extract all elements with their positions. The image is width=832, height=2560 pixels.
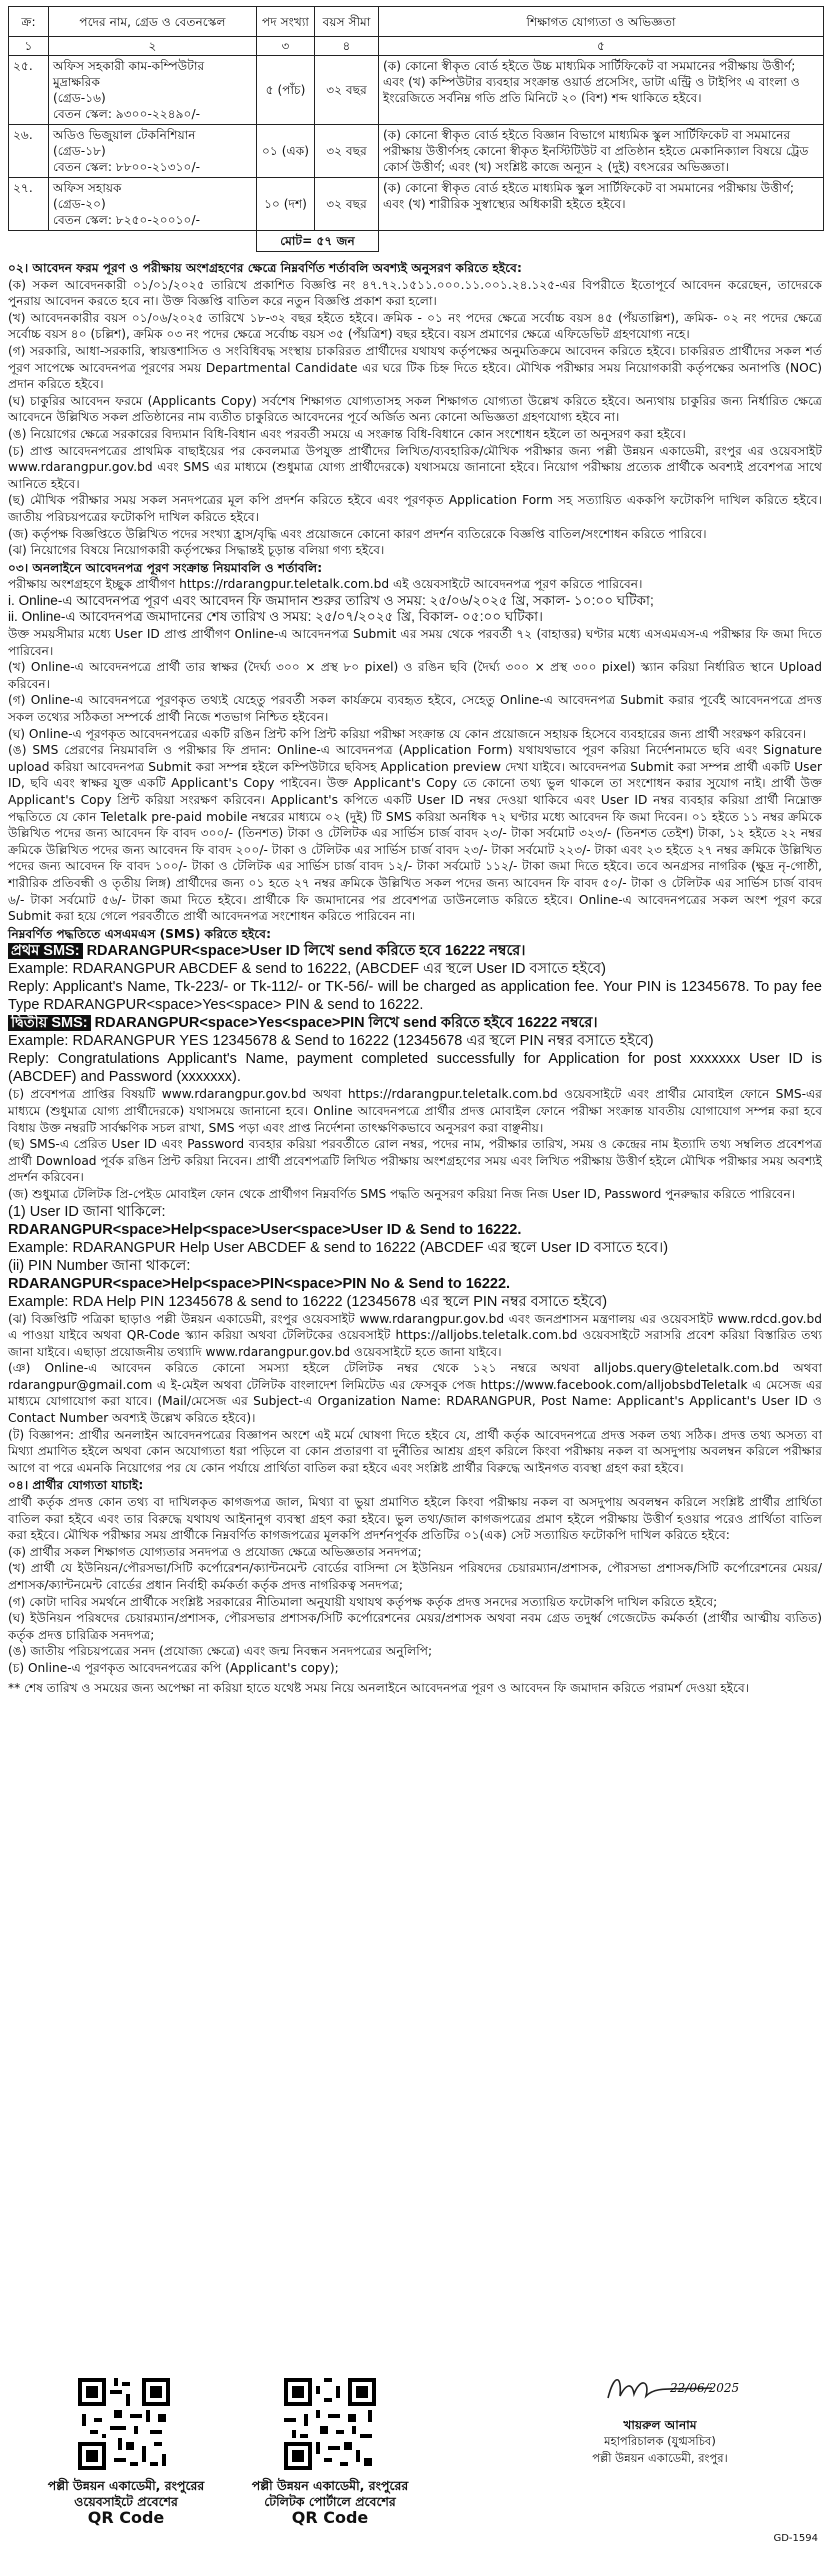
- serial-cell: ২৫.: [9, 56, 49, 125]
- sms-first-tag: প্রথম SMS:: [8, 943, 83, 959]
- sms-first-reply: Reply: Applicant's Name, Tk-223/- or Tk-112/- or TK-56/- will be charged as application fee. Your PIN is 12345678. To pay fee Type RDARANGPUR<space>Yes<space> PIN & send to 16222.: [8, 979, 822, 1014]
- clause-ga-2: (গ) Online-এ আবেদনপত্রে পূরণকৃত তথ্যই যেহেতু পরবর্তী সকল কার্যক্রমে ব্যবহৃত হইবে, সেহেতু Online-এ আবেদনপত্র Submit করার পূর্বেই আবেদনপত্রে প্রদত্ত সকল তথ্যের সঠিকতা সম্পর্কে প্রার্থী নিজে শতভাগ নিশ্চিত হইবেন।: [8, 693, 822, 725]
- post-name: অফিস সহায়ক: [53, 181, 122, 195]
- section-03-heading: ০৩। অনলাইনে আবেদনপত্র পূরণ সংক্রান্ত নিয়মাবলি ও শর্তাবলি:: [8, 560, 323, 575]
- qualification-cell: (ক) কোনো স্বীকৃত বোর্ড হইতে বিজ্ঞান বিভাগে মাধ্যমিক স্কুল সার্টিফিকেট বা সমমানের পরীক্ষায় উত্তীর্ণসহ কোনো স্বীকৃত ইনস্টিটিউট বা প্রতিষ্ঠান হইতে মেকানিক্যাল বিষয়ে ট্রেড কোর্স উত্তীর্ণ; এবং (খ) সংশ্লিষ্ট কাজে অন্যূন ২ (দুই) বৎসরের অভিজ্ঞতা।: [379, 125, 824, 178]
- doc-kha: (খ) প্রার্থী যে ইউনিয়ন/পৌরসভা/সিটি কর্পোরেশন/ক্যান্টনমেন্ট বোর্ডের বাসিন্দা সে ইউনিয়ন পরিষদের চেয়ারম্যান/প্রশাসক, পৌরসভা প্রশাসক/সিটি কর্পোরেশনের মেয়র/প্রশাসক/ক্যান্টনমেন্ট বোর্ডের প্রধান নির্বাহী কর্মকর্তা কর্তৃক প্রদত্ত নাগরিকত্ব সনদপত্র;: [8, 1561, 822, 1592]
- clause-ka: (ক) সকল আবেদনকারী ০১/০১/২০২৫ তারিখে প্রকাশিত বিজ্ঞপ্তি নং ৪৭.৭২.১৫১১.০০০.১১.০০১.২৪.১২৫-এর বিপরীতে ইতোপূর্বে আবেদন করেছেন, তাদেরকে পুনরায় আবেদন করতে হবে না। উক্ত বিজ্ঞপ্তি বাতিল করে নতুন বিজ্ঞপ্তি প্রকাশ করা হলো।: [8, 277, 822, 309]
- sms-heading: নিম্নবর্ণিত পদ্ধতিতে এসএমএস (SMS) করিতে হইবে:: [8, 926, 271, 941]
- sms-second-reply: Reply: Congratulations Applicant's Name, payment completed successfully for Application for post xxxxxxx User ID is (ABCDEF) and Password (xxxxxxx).: [8, 1051, 822, 1086]
- fee-window: উক্ত সময়সীমার মধ্যে User ID প্রাপ্ত প্রার্থীগণ Online-এ আবেদনপত্র Submit এর সময় থেকে পরবর্তী ৭২ (বাহাত্তর) ঘণ্টার মধ্যে এসএমএস-এ পরীক্ষার ফি জমা দিতে পারিবেন।: [8, 627, 822, 658]
- notice-body: [8, 260, 824, 1696]
- clause-ca: (চ) প্রাপ্ত আবেদনপত্রের প্রাথমিক বাছাইয়ের পর কেবলমাত্র উপযুক্ত প্রার্থীদের লিখিত/ব্যবহারিক/মৌখিক পরীক্ষার জন্য পল্লী উন্নয়ন একাডেমী, রংপুর এর ওয়েবসাইট www.rdarangpur.gov.bd এবং SMS এর মাধ্যমে (শুধুমাত্র যোগ্য প্রার্থীদেরকে) যথাসময়ে জানানো হইবে। নিয়োগ পরীক্ষায় প্রত্যেক প্রার্থীকে অবশ্যই প্রবেশপত্র সাথে আনিতে হইবে।: [8, 443, 822, 491]
- col-header: পদের নাম, গ্রেড ও বেতনস্কেল: [49, 7, 257, 37]
- clause-cha-3: (ছ) SMS-এ প্রেরিত User ID এবং Password ব্যবহার করিয়া পরবর্তীতে রোল নম্বর, পদের নাম, পরীক্ষার তারিখ, সময় ও কেন্দ্রের নাম ইত্যাদি তথ্য সম্বলিত প্রবেশপত্র প্রার্থী Download পূর্বক রঙিন প্রিন্ট করিয়া নিবেন। প্রার্থী প্রবেশপত্রটি লিখিত পরীক্ষায় অংশগ্রহণের সময় এবং লিখিত পরীক্ষায় উত্তীর্ণ হইলে মৌখিক পরীক্ষার সময় অবশ্যই প্রদর্শন করিবেন।: [8, 1137, 822, 1185]
- post-grade: (গ্রেড-২০): [53, 197, 106, 211]
- col-number: ১: [9, 37, 49, 56]
- col-number: ৩: [257, 37, 315, 56]
- qualification-cell: (ক) কোনো স্বীকৃত বোর্ড হইতে উচ্চ মাধ্যমিক সার্টিফিকেট বা সমমানের পরীক্ষায় উত্তীর্ণ; এবং (খ) কম্পিউটার ব্যবহার সংক্রান্ত ওয়ার্ড প্রসেসিং, ডাটা এন্ট্রি ও টাইপিং এ বাংলা ও ইংরেজিতে সর্বনিম্ন গতি প্রতি মিনিটে ২০ (বিশ) শব্দ থাকিতে হইবে।: [379, 56, 824, 125]
- serial-cell: ২৭.: [9, 178, 49, 231]
- online-intro: পরীক্ষায় অংশগ্রহণে ইচ্ছুক প্রার্থীগণ https://rdarangpur.teletalk.com.bd এই ওয়েবসাইটে আবেদনপত্র পূরণ করিতে পারিবেন।: [8, 577, 643, 592]
- col-header: ক্র:: [9, 7, 49, 37]
- signatory-title: মহাপরিচালক (যুগ্মসচিব): [604, 2434, 716, 2449]
- post-name: অডিও ভিজুয়াল টেকনিশিয়ান: [53, 128, 196, 142]
- lost-pin-command: RDARANGPUR<space>Help<space>PIN<space>PIN No & Send to 16222.: [8, 1275, 511, 1292]
- clause-uma: (ঙ) নিয়োগের ক্ষেত্রে সরকারের বিদ্যমান বিধি-বিধান এবং পরবর্তী সময়ে এ সংক্রান্ত বিধি-বিধানে কোন সংশোধন হইলে তা অনুসরণ করা হইবে।: [8, 426, 686, 441]
- post-pay: বেতন স্কেল: ৯৩০০-২২৪৯০/-: [53, 107, 200, 121]
- col-header: শিক্ষাগত যোগ্যতা ও অভিজ্ঞতা: [379, 7, 824, 37]
- clause-uma-2: (ঙ) SMS প্রেরণের নিয়মাবলি ও পরীক্ষার ফি প্রদান: Online-এ আবেদনপত্র (Application Form) যথাযথভাবে পূরণ করিয়া নির্দেশনামতে ছবি এবং Signature upload করিয়া আবেদনপত্র Submit করা সম্পন্ন হইলে কম্পিউটারে ছবিসহ Application preview দেখা যাইবে। আবেদনপত্র Submit করা সম্পন্ন প্রার্থী একটি User ID, ছবি এবং স্বাক্ষর যুক্ত একটি Applicant's Copy পাইবেন। উক্ত Applicant's Copy তে কোনো তথ্য ভুল থাকলে তা সংশোধন করার সুযোগ নাই। প্রার্থী উক্ত Applicant's Copy প্রিন্ট করিয়া সংরক্ষণ করিবেন। Applicant's কপিতে একটি User ID নম্বর দেওয়া থাকিবে এবং User ID নম্বর ব্যবহার করিয়া প্রার্থী নিম্নোক্ত পদ্ধতিতে যে কোন Teletalk pre-paid mobile নম্বরের মাধ্যমে ০২ (দুই) টি SMS করিয়া অনধিক ৭২ ঘণ্টার মধ্যে আবেদন ফি জমা দিবেন। ০১ হইতে ১১ নম্বর ক্রমিকে উল্লিখিত পদের জন্য আবেদন ফি বাবদ ৩০০/- (তিনশত) টাকা ও টেলিটক এর সার্ভিস চার্জ বাবদ ২৩/- টাকা সর্বমোট ৩২৩/- (তিনশত তেইশ) টাকা, ১২ হইতে ২২ নম্বর ক্রমিকে উল্লিখিত পদের জন্য আবেদন ফি বাবদ ২০০/- টাকা ও টেলিটক এর সার্ভিস চার্জ বাবদ ২৩/- টাকা সর্বমোট ২২৩/- টাকা এবং ২৩ হইতে ২৭ নম্বর ক্রমিকে উল্লিখিত পদের জন্য আবেদন ফি বাবদ ১০০/- টাকা ও টেলিটক এর সার্ভিস চার্জ বাবদ ১২/- টাকা সর্বমোট ১১২/- টাকা জমা দিতে হইবে। তবে অনগ্রসর নাগরিক (ক্ষুদ্র নৃ-গোষ্ঠী, শারীরিক প্রতিবন্ধী ও তৃতীয় লিঙ্গ) প্রার্থীদের জন্য ০১ হতে ২৭ নম্বর ক্রমিকে উল্লিখিত সকল পদের জন্য আবেদন ফি বাবদ ৫০/- টাকা ও টেলিটক এর সার্ভিস চার্জ বাবদ ৬/- টাকা সর্বমোট ৫৬/- টাকা জমা দিতে হইবে। প্রার্থীকে ফি জমাদানের পর প্রবেশপত্র ডাউনলোড করিতে হইবে। Online-এ আবেদনপত্রের সকল অংশ পূরণ করে Submit করা হয়ে গেলে পরবর্তীতে প্রার্থী আবেদনপত্র সংশোধন করিতে পারিবেন না।: [8, 743, 822, 924]
- section-02-heading: ০২। আবেদন ফরম পূরণ ও পরীক্ষায় অংশগ্রহণের ক্ষেত্রে নিম্নবর্ণিত শর্তাবলি অবশ্যই অনুসরণ করিতে হইবে:: [8, 261, 522, 275]
- clause-ja-2: (জ) শুধুমাত্র টেলিটক প্রি-পেইড মোবাইল ফোন থেকে প্রার্থীগণ নিম্নবর্ণিত SMS পদ্ধতি অনুসরণ করিয়া নিজ নিজ User ID, Password পুনরুদ্ধার করিতে পারিবেন।: [8, 1186, 796, 1201]
- clause-ta: (ট) বিজ্ঞাপন: প্রার্থীর অনলাইন আবেদনপত্রের বিজ্ঞাপন অংশে এই মর্মে ঘোষণা দিতে হইবে যে, প্রার্থী কর্তৃক আবেদনপত্রে প্রদত্ত সকল তথ্য সঠিক। প্রদত্ত তথ্য অসত্য বা মিথ্যা প্রমাণিত হইলে অথবা কোন অযোগ্যতা ধরা পড়িলে বা কোন প্রতারণা বা দুর্নীতির আশ্রয় গ্রহণ করিলে কিংবা পরীক্ষায় নকল বা অসদুপায় অবলম্বন করিলে পরীক্ষার আগে বা পরে এমনকি নিয়োগের পর যে কোন পর্যায়ে প্রার্থিতা বাতিল করা হইবে এবং সংশ্লিষ্ট প্রার্থীর বিরুদ্ধে আইনগত ব্যবস্থা গ্রহণ করা হইবে।: [8, 1427, 822, 1475]
- sms-first-example: Example: RDARANGPUR ABCDEF & send to 16222, (ABCDEF এর স্থলে User ID বসাতে হইবে): [8, 961, 606, 978]
- doc-gha: (ঘ) ইউনিয়ন পরিষদের চেয়ারম্যান/প্রশাসক, পৌরসভার প্রশাসক/সিটি কর্পোরেশনের মেয়র/প্রশাসক অথবা নবম গ্রেড তদুর্ধ্ব গেজেটেড কর্মকর্তা (প্রার্থীর আত্মীয় ব্যতিত) কর্তৃক প্রদত্ত চারিত্রিক সনদপত্র;: [8, 1611, 822, 1642]
- apply-end: ii. Online-এ আবেদনপত্র জমাদানের শেষ তারিখ ও সময়: ২৫/০৭/২০২৫ খ্রি, বিকাল- ০৫:০০ ঘটিকা।: [8, 609, 543, 625]
- sms-second-example: Example: RDARANGPUR YES 12345678 & Send to 16222 (12345678 এর স্থলে PIN নম্বর বসাতে হইবে): [8, 1033, 654, 1050]
- website-qr-caption: [36, 2478, 216, 2526]
- clause-ja: (জ) কর্তৃপক্ষ বিজ্ঞপ্তিতে উল্লিখিত পদের সংখ্যা হ্রাস/বৃদ্ধি এবং প্রয়োজনে কোনো কারণ প্রদর্শন ব্যতিরেকে বিজ্ঞপ্তি বাতিল/সংশোধন করিতে পারিবে।: [8, 526, 707, 541]
- total-count: মোট= ৫৭ জন: [257, 231, 379, 252]
- doc-ga: (গ) কোটা দাবির সমর্থনে প্রার্থীকে সংশ্লিষ্ট সরকারের নীতিমালা অনুযায়ী যথাযথ কর্তৃপক্ষ কর্তৃক প্রদত্ত সনদের সত্যায়িত ফটোকপি দাখিল করিতে হইবে;: [8, 1594, 718, 1609]
- post-cell: [49, 178, 257, 231]
- clause-gha: (ঘ) চাকুরির আবেদন ফরমে (Applicants Copy) সর্বশেষ শিক্ষাগত যোগ্যতাসহ সকল শিক্ষাগত যোগ্যতা উল্লেখ করিতে হইবে। অন্যথায় চাকুরির জন্য নির্ধারিত ক্ষেত্রে আবেদনে উল্লিখিত সকল প্রতিষ্ঠানের নাম ব্যতীত চাকুরিতে আবেদনের পূর্বে অর্জিত অন্য কোনো অভিজ্ঞতা গ্রহণযোগ্য হইবে না।: [8, 393, 822, 425]
- qr-code-label: QR Code: [291, 2508, 369, 2527]
- website-qr-code[interactable]: [74, 2374, 174, 2474]
- teletalk-qr-code[interactable]: [280, 2374, 380, 2474]
- posts-table: [8, 6, 824, 252]
- clause-kha: (খ) আবেদনকারীর বয়স ০১/০৬/২০২৫ তারিখে ১৮-৩২ বছর হইতে হইবে। ক্রমিক - ০১ নং পদের ক্ষেত্রে সর্বোচ্চ বয়স ৪৫ (পঁয়তাল্লিশ), ক্রমিক- ০২ নং পদের ক্ষেত্রে সর্বোচ্চ বয়স ৪০ (চল্লিশ), ক্রমিক ০৩ নং পদের ক্ষেত্রে সর্বোচ্চ বয়স ৩৫ (পঁয়ত্রিশ) বছর হইবে। বয়স প্রমাণের ক্ষেত্রে এফিডেভিট গ্রহণযোগ্য নহে।: [8, 310, 822, 342]
- age-cell: ৩২ বছর: [315, 56, 379, 125]
- qualification-cell: (ক) কোনো স্বীকৃত বোর্ড হইতে মাধ্যমিক স্কুল সার্টিফিকেট বা সমমানের পরীক্ষায় উত্তীর্ণ; এবং (খ) শারীরিক সুস্বাস্থ্যের অধিকারী হইতে হইবে।: [379, 178, 824, 231]
- col-number: ৫: [379, 37, 824, 56]
- clause-jha: (ঝ) নিয়োগের বিষয়ে নিয়োগকারী কর্তৃপক্ষের সিদ্ধান্তই চূড়ান্ত বলিয়া গণ্য হইবে।: [8, 543, 385, 558]
- qr-code-label: QR Code: [87, 2508, 165, 2527]
- clause-ga: (গ) সরকারি, আধা-সরকারি, স্বায়ত্তশাসিত ও সংবিধিবদ্ধ সংস্থায় চাকরিরত প্রার্থীদের যথাযথ কর্তৃপক্ষের অনুমতিক্রমে আবেদন করিতে হইবে। চাকরিরত প্রার্থীদের সকল শর্ত পূরণ সাপেক্ষে আবেদনপত্র পূরণের সময় Departmental Candidate এর ঘরে টিক চিহ্ন দিতে হইবে। মৌখিক পরীক্ষার সময় নিয়োগকারী কর্তৃপক্ষের অনাপত্তি (NOC) প্রদান করিতে হইবে।: [8, 343, 822, 392]
- lost-userid-heading: (1) User ID জানা থাকিলে:: [8, 1203, 166, 1220]
- footer: [0, 2368, 832, 2558]
- post-grade: (গ্রেড-১৮): [53, 144, 106, 158]
- count-cell: ১০ (দশ): [257, 178, 315, 231]
- sms-second: [8, 1014, 822, 1032]
- lost-pin-example: Example: RDA Help PIN 12345678 & send to 16222 (12345678 এর স্থলে PIN নম্বর বসাতে হইবে): [8, 1293, 608, 1310]
- table-row: [9, 56, 824, 125]
- lost-pin-heading: (ii) PIN Number জানা থাকলে:: [8, 1257, 191, 1274]
- signature-block: [560, 2368, 760, 2466]
- gd-number: GD-1594: [773, 2533, 818, 2545]
- clause-jha-2: (ঝ) বিজ্ঞপ্তিটি পত্রিকা ছাড়াও পল্লী উন্নয়ন একাডেমী, রংপুর ওয়েবসাইট www.rdarangpur.gov.bd এবং জনপ্রশাসন মন্ত্রণালয় এর ওয়েবসাইট www.rdcd.gov.bd এ পাওয়া যাইবে অথবা QR-Code স্ক্যান করিয়া অথবা টেলিটকের ওয়েবসাইট https://alljobs.teletalk.com.bd ওয়েবসাইটে সরাসরি প্রবেশ করিয়া বিস্তারিত তথ্য জানা যাইবে। এছাড়া প্রয়োজনীয় তথ্যাদি www.rdarangpur.gov.bd ওয়েবসাইটে হতে জানা যাইবে।: [8, 1311, 822, 1359]
- doc-ka: (ক) প্রার্থীর সকল শিক্ষাগত যোগ্যতার সনদপত্র ও প্রযোজ্য ক্ষেত্রে অভিজ্ঞতার সনদপত্র;: [8, 1544, 422, 1559]
- col-header: পদ সংখ্যা: [257, 7, 315, 37]
- count-cell: ০১ (এক): [257, 125, 315, 178]
- post-grade: (গ্রেড-১৬): [53, 91, 106, 105]
- age-cell: ৩২ বছর: [315, 125, 379, 178]
- signatory-org: পল্লী উন্নয়ন একাডেমী, রংপুর।: [592, 2450, 728, 2465]
- col-number: ৪: [315, 37, 379, 56]
- closing-note: ** শেষ তারিখ ও সময়ের জন্য অপেক্ষা না করিয়া হাতে যথেষ্ট সময় নিয়ে অনলাইনে আবেদনপত্র পূরণ ও আবেদন ফি জমাদান করিতে পরামর্শ দেওয়া হইবে।: [8, 1680, 750, 1695]
- sms-first: [8, 942, 822, 960]
- sms-second-tag: দ্বিতীয় SMS:: [8, 1015, 91, 1031]
- doc-uma: (ঙ) জাতীয় পরিচয়পত্রের সনদ (প্রযোজ্য ক্ষেত্রে) এবং জন্ম নিবন্ধন সনদপত্রের অনুলিপি;: [8, 1644, 433, 1659]
- doc-ca: (চ) Online-এ পূরণকৃত আবেদনপত্রের কপি (Applicant's copy);: [8, 1660, 339, 1675]
- serial-cell: ২৬.: [9, 125, 49, 178]
- col-header: বয়স সীমা: [315, 7, 379, 37]
- qr-caption-text: পল্লী উন্নয়ন একাডেমী, রংপুরের টেলিটক পোর্টালে প্রবেশের: [251, 2478, 409, 2509]
- clause-cha-2: (চ) প্রবেশপত্র প্রাপ্তির বিষয়টি www.rdarangpur.gov.bd অথবা https://rdarangpur.teletalk.com.bd ওয়েবসাইটে এবং প্রার্থীর মোবাইল ফোনে SMS-এর মাধ্যমে (শুধুমাত্র যোগ্য প্রার্থীদেরকে) যথাসময়ে জানানো হবে। Online আবেদনপত্রে প্রার্থীর প্রদত্ত মোবাইল ফোনে পরীক্ষা সংক্রান্ত যাবতীয় যোগাযোগ সম্পন্ন করা হবে বিধায় উক্ত নম্বরটি সার্বক্ষণিক সচল রাখা, SMS পড়া এবং প্রাপ্ত নির্দেশনা তাৎক্ষণিকভাবে অনুসরণ করা বাঞ্ছনীয়।: [8, 1087, 822, 1135]
- qr-caption-text: পল্লী উন্নয়ন একাডেমী, রংপুরের ওয়েবসাইটে প্রবেশের: [47, 2478, 205, 2509]
- section-04-heading: ০৪। প্রার্থীর যোগ্যতা যাচাই:: [8, 1478, 144, 1493]
- col-number: ২: [49, 37, 257, 56]
- post-cell: [49, 125, 257, 178]
- count-cell: ৫ (পাঁচ): [257, 56, 315, 125]
- table-row: [9, 178, 824, 231]
- age-cell: ৩২ বছর: [315, 178, 379, 231]
- table-header-row: [9, 7, 824, 37]
- table-row: [9, 125, 824, 178]
- post-pay: বেতন স্কেল: ৮৮০০-২১৩১০/-: [53, 160, 200, 174]
- sms-second-command: RDARANGPUR<space>Yes<space>PIN লিখে send করিতে হইবে 16222 নম্বরে।: [94, 1015, 598, 1032]
- teletalk-qr-caption: [240, 2478, 420, 2526]
- post-cell: [49, 56, 257, 125]
- column-number-row: [9, 37, 824, 56]
- lost-userid-example: Example: RDARANGPUR Help User ABCDEF & send to 16222 (ABCDEF এর স্থলে User ID বসাতে হবে।): [8, 1239, 669, 1256]
- clause-nya: (ঞ) Online-এ আবেদন করিতে কোনো সমস্যা হইলে টেলিটক নম্বর থেকে ১২১ নম্বরে অথবা alljobs.query@teletalk.com.bd অথবা rdarangpur@gmail.com এ ই-মেইল অথবা টেলিটক বাংলাদেশ লিমিটেড এর ফেসবুক পেজ https://www.facebook.com/alljobsbdTeletalk এ মেসেজ এর মাধ্যমে যোগাযোগ করা যাবে। (Mail/মেসেজ এর Subject-এ Organization Name: RDARANGPUR, Post Name: Applicant's Applicant's User ID ও Contact Number অবশ্যই উল্লেখ করিতে হইবে)।: [8, 1361, 822, 1426]
- lost-userid-command: RDARANGPUR<space>Help<space>User<space>User ID & Send to 16222.: [8, 1221, 522, 1238]
- apply-start: i. Online-এ আবেদনপত্র পূরণ এবং আবেদন ফি জমাদান শুরুর তারিখ ও সময়: ২৫/০৬/২০২৫ খ্রি, সকাল- ১০:০০ ঘটিকা;: [8, 592, 654, 608]
- clause-kha-2: (খ) Online-এ আবেদনপত্রে প্রার্থী তার স্বাক্ষর (দৈর্ঘ্য ৩০০ × প্রস্থ ৮০ pixel) ও রঙিন ছবি (দৈর্ঘ্য ৩০০ × প্রস্থ ৩০০ pixel) স্ক্যান করিয়া নির্ধারিত স্থানে Upload করিবেন।: [8, 660, 822, 691]
- signatory-name: খায়রুল আনাম: [623, 2417, 697, 2432]
- clause-cha: (ছ) মৌখিক পরীক্ষার সময় সকল সনদপত্রের মূল কপি প্রদর্শন করিতে হইবে এবং পূরণকৃত Application Form সহ সত্যায়িত এককপি ফটোকপি দাখিল করিতে হইবে। জাতীয় পরিচয়পত্রের ফটোকপি দাখিল করিতে হইবে।: [8, 493, 822, 524]
- post-name: অফিস সহকারী কাম-কম্পিউটার মুদ্রাক্ষরিক: [53, 59, 205, 89]
- eligibility-text: প্রার্থী কর্তৃক প্রদত্ত কোন তথ্য বা দাখিলকৃত কাগজপত্র জাল, মিথ্যা বা ভুয়া প্রমাণিত হইলে কিংবা পরীক্ষায় নকল বা অসদুপায় অবলম্বন করিলে সংশ্লিষ্ট প্রার্থীর প্রার্থিতা বাতিল করা হইবে এবং তার বিরুদ্ধে যথাযথ আইনানুগ ব্যবস্থা গ্রহণ করা হইবে। ভুল তথ্য/জাল কাগজপত্রের প্রমাণ হইলে পরীক্ষায় উত্তীর্ণ হওয়ার পরেও প্রার্থিতা বাতিল করা হইবে। মৌখিক পরীক্ষার সময় প্রার্থীকে নিম্নবর্ণিত কাগজপত্রের মূলকপি প্রদর্শনপূর্বক প্রতিটির ০১(এক) সেট সত্যায়িত ফটোকপি দাখিল করিতে হইবে:: [8, 1495, 822, 1543]
- clause-gha-2: (ঘ) Online-এ পূরণকৃত আবেদনপত্রের একটি রঙিন প্রিন্ট কপি প্রিন্ট করিয়া পরীক্ষা সংক্রান্ত যে কোন প্রয়োজনে সহায়ক হিসেবে ব্যবহারের জন্য প্রার্থী সংরক্ষণ করিবেন।: [8, 726, 807, 741]
- sms-first-command: RDARANGPUR<space>User ID লিখে send করিতে হবে 16222 নম্বরে।: [86, 943, 526, 960]
- post-pay: বেতন স্কেল: ৮২৫০-২০০১০/-: [53, 213, 200, 227]
- signature-date: 22/06/2025: [670, 2381, 740, 2395]
- total-row: [9, 231, 824, 252]
